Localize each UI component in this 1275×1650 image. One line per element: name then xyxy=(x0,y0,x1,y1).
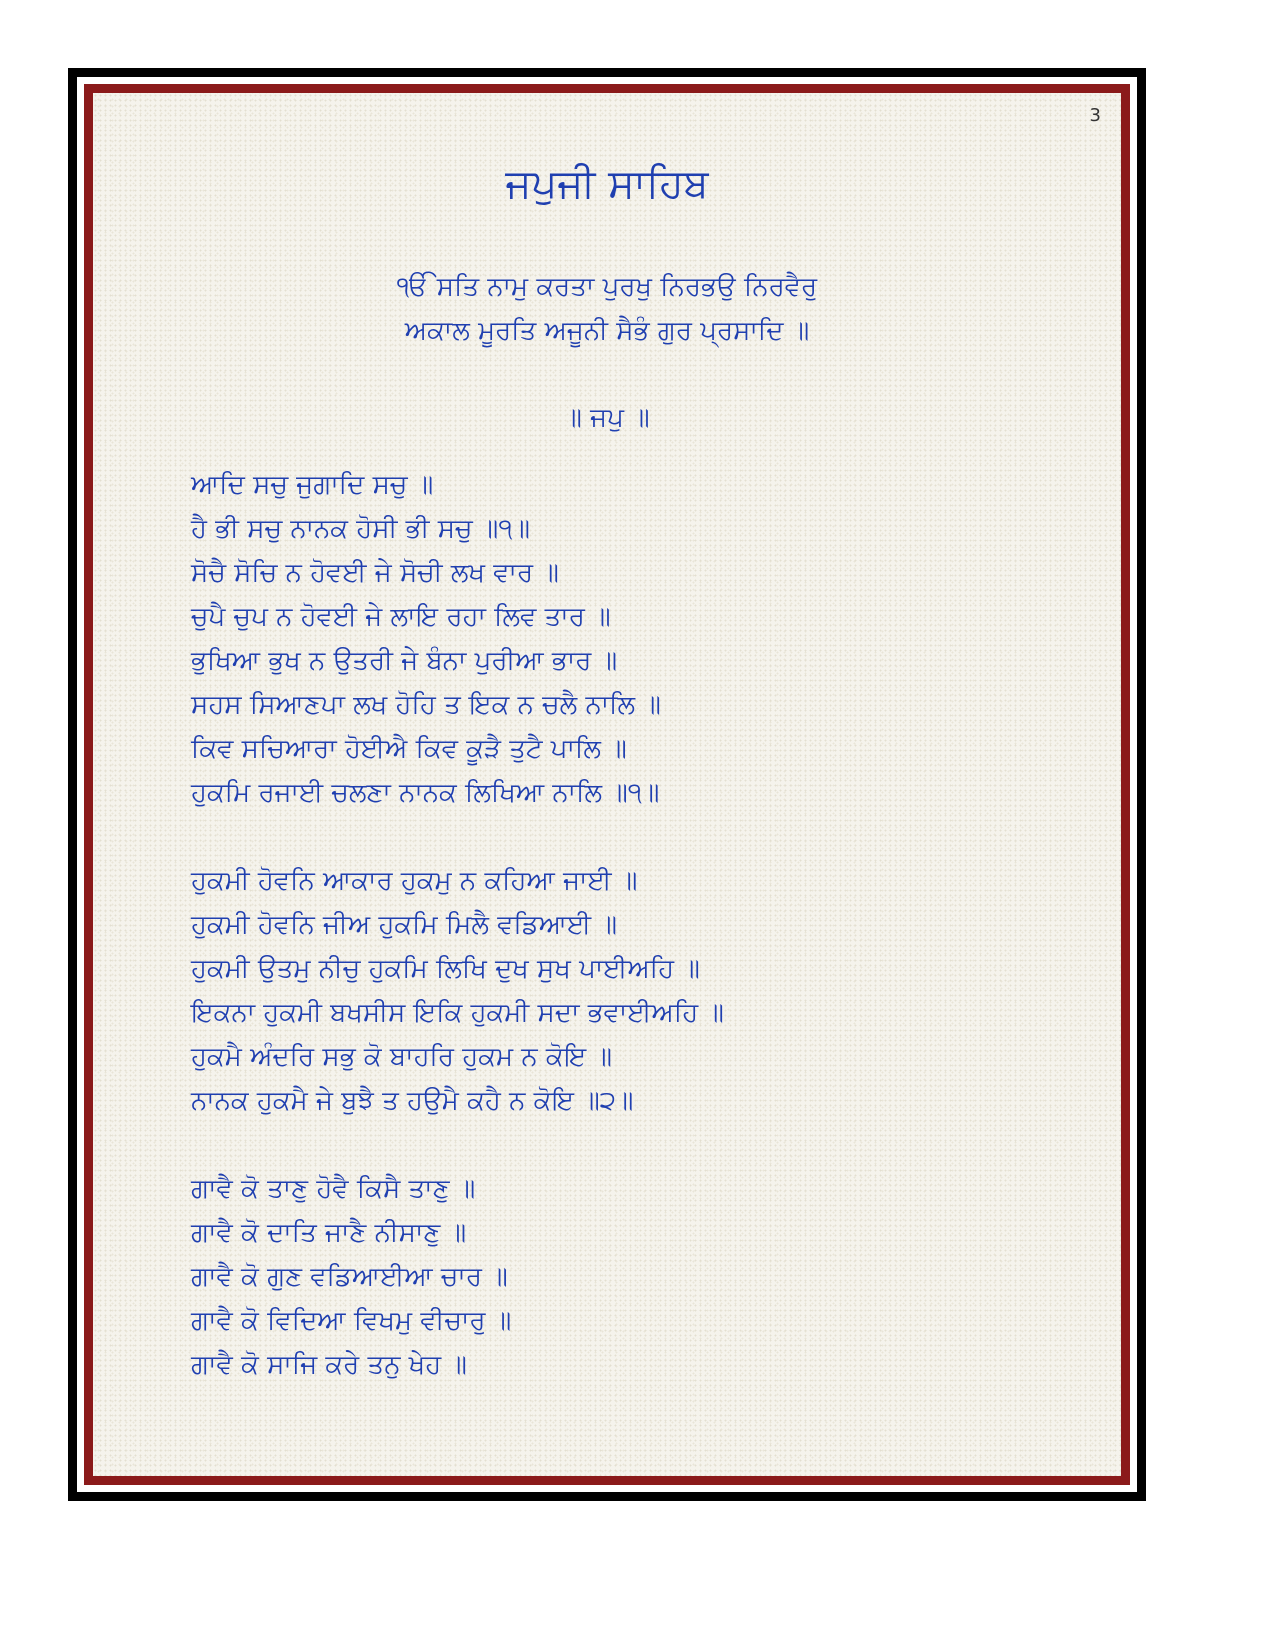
verse-line: ਗਾਵੈ ਕੋ ਸਾਜਿ ਕਰੇ ਤਨੁ ਖੇਹ ॥ xyxy=(191,1350,467,1380)
verse-line: ਚੁਪੈ ਚੁਪ ਨ ਹੋਵਈ ਜੇ ਲਾਇ ਰਹਾ ਲਿਵ ਤਾਰ ॥ xyxy=(191,602,611,632)
verse-line: ਭੁਖਿਆ ਭੁਖ ਨ ਉਤਰੀ ਜੇ ਬੰਨਾ ਪੁਰੀਆ ਭਾਰ ॥ xyxy=(191,646,618,676)
stanza xyxy=(191,859,1081,1123)
verse-line: ਆਦਿ ਸਚੁ ਜੁਗਾਦਿ ਸਚੁ ॥ xyxy=(191,470,434,500)
mool-mantar xyxy=(93,265,1121,353)
verse-line: ਗਾਵੈ ਕੋ ਗੁਣ ਵਡਿਆਈਆ ਚਾਰ ॥ xyxy=(191,1262,508,1292)
verse-line: ਸਹਸ ਸਿਆਣਪਾ ਲਖ ਹੋਹਿ ਤ ਇਕ ਨ ਚਲੈ ਨਾਲਿ ॥ xyxy=(191,690,661,720)
mool-mantar-line: ੴ ਸਤਿ ਨਾਮੁ ਕਰਤਾ ਪੁਰਖੁ ਨਿਰਭਉ ਨਿਰਵੈਰੁ xyxy=(396,272,818,302)
section-heading: ॥ ਜਪੁ ॥ xyxy=(564,403,650,433)
verse-line: ਇਕਨਾ ਹੁਕਮੀ ਬਖਸੀਸ ਇਕਿ ਹੁਕਮੀ ਸਦਾ ਭਵਾਈਅਹਿ ॥ xyxy=(191,998,724,1028)
page-title: ਜਪੁਜੀ ਸਾਹਿਬ xyxy=(505,161,709,207)
verse-line: ਗਾਵੈ ਕੋ ਦਾਤਿ ਜਾਣੈ ਨੀਸਾਣੁ ॥ xyxy=(191,1218,467,1248)
page-content-frame xyxy=(84,84,1130,1485)
verse-line: ਹੁਕਮੀ ਹੋਵਨਿ ਜੀਅ ਹੁਕਮਿ ਮਿਲੈ ਵਡਿਆਈ ॥ xyxy=(191,910,617,940)
verse-line: ਹੁਕਮੀ ਉਤਮੁ ਨੀਚੁ ਹੁਕਮਿ ਲਿਖਿ ਦੁਖ ਸੁਖ ਪਾਈਅਹਿ ॥ xyxy=(191,954,700,984)
mool-mantar-line: ਅਕਾਲ ਮੂਰਤਿ ਅਜੂਨੀ ਸੈਭੰ ਗੁਰ ਪ੍ਰਸਾਦਿ ॥ xyxy=(404,316,810,346)
verse-line: ਗਾਵੈ ਕੋ ਵਿਦਿਆ ਵਿਖਮੁ ਵੀਚਾਰੁ ॥ xyxy=(191,1306,512,1336)
stanza xyxy=(191,1167,1081,1387)
verses-body xyxy=(191,463,1081,1387)
page-number: 3 xyxy=(1089,105,1101,126)
verse-line: ਹੈ ਭੀ ਸਚੁ ਨਾਨਕ ਹੋਸੀ ਭੀ ਸਚੁ ॥੧॥ xyxy=(191,514,530,544)
verse-line: ਗਾਵੈ ਕੋ ਤਾਣੁ ਹੋਵੈ ਕਿਸੈ ਤਾਣੁ ॥ xyxy=(191,1174,476,1204)
verse-line: ਸੋਚੈ ਸੋਚਿ ਨ ਹੋਵਈ ਜੇ ਸੋਚੀ ਲਖ ਵਾਰ ॥ xyxy=(191,558,559,588)
verse-line: ਕਿਵ ਸਚਿਆਰਾ ਹੋਈਐ ਕਿਵ ਕੂੜੈ ਤੁਟੈ ਪਾਲਿ ॥ xyxy=(191,734,627,764)
stanza xyxy=(191,463,1081,815)
verse-line: ਹੁਕਮੀ ਹੋਵਨਿ ਆਕਾਰ ਹੁਕਮੁ ਨ ਕਹਿਆ ਜਾਈ ॥ xyxy=(191,866,638,896)
outer-border-frame xyxy=(68,68,1146,1501)
verse-line: ਹੁਕਮੈ ਅੰਦਰਿ ਸਭੁ ਕੋ ਬਾਹਰਿ ਹੁਕਮ ਨ ਕੋਇ ॥ xyxy=(191,1042,612,1072)
verse-line: ਹੁਕਮਿ ਰਜਾਈ ਚਲਣਾ ਨਾਨਕ ਲਿਖਿਆ ਨਾਲਿ ॥੧॥ xyxy=(191,778,660,808)
verse-line: ਨਾਨਕ ਹੁਕਮੈ ਜੇ ਬੁਝੈ ਤ ਹਉਮੈ ਕਹੈ ਨ ਕੋਇ ॥੨॥ xyxy=(191,1086,634,1116)
